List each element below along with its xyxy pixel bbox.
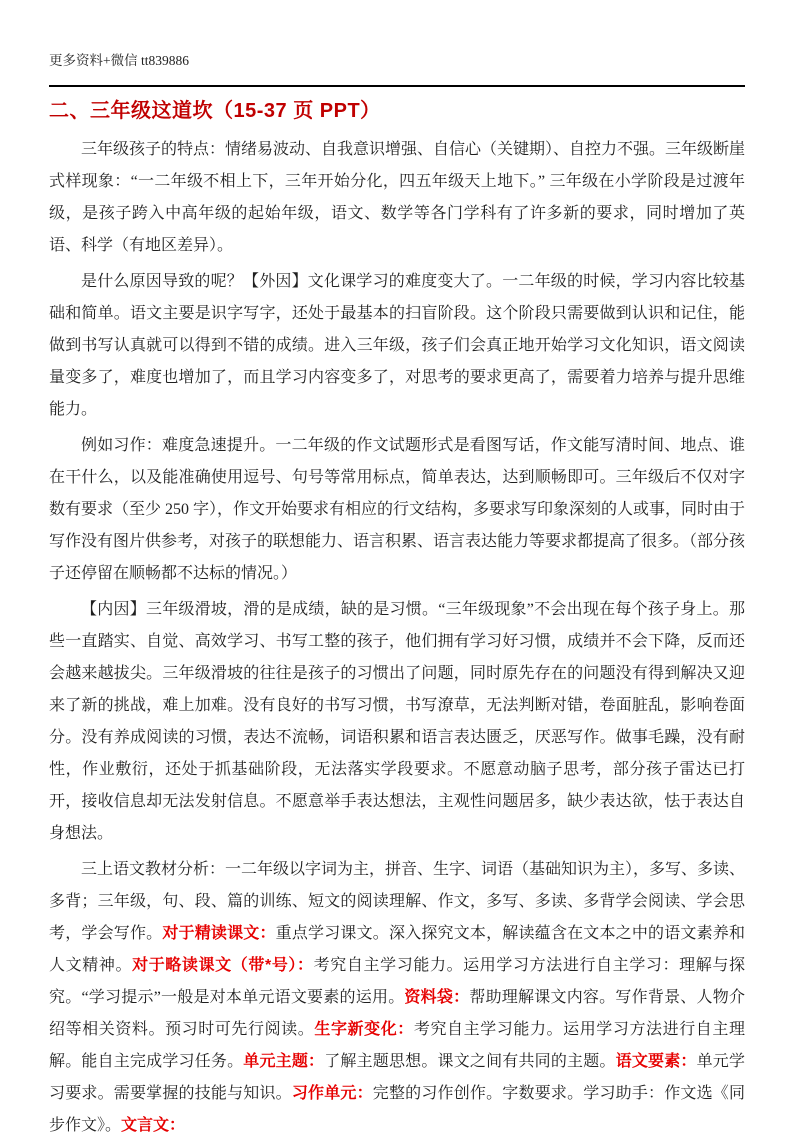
text-run: 【内因】三年级滑坡，滑的是成绩，缺的是习惯。“三年级现象”不会出现在每个孩子身上。那些一直踏实、自觉、高效学习、书写工整的孩子，他们拥有学习好习惯，成绩并不会下降，反而还会越来越拔尖。三年级滑坡的往往是孩子的习惯出了问题，同时原先存在的问题没有得到解决又迎来了新的挑战，难上加难。没有良好的书写习惯，书写潦草，无法判断对错，卷面脏乱，影响卷面分。没有养成阅读的习惯，表达不流畅，词语积累和语言表达匮乏，厌恶写作。做事毛躁，没有耐性，作业敷衍，还处于抓基础阶段，无法落实学段要求。不愿意动脑子思考，部分孩子雷达已打开，接收信息却无法发射信息。不愿意举手表达想法，主观性问题居多，缺少表达欲，怯于表达自身想法。	[49, 601, 745, 842]
highlighted-term: 单元主题：	[243, 1053, 325, 1070]
highlighted-term: 对于略读课文（带*号）：	[132, 957, 314, 974]
text-run: 单元学习要求。需要掌握的技能与知识。	[49, 1053, 745, 1102]
text-run: 考究自主学习能力。运用学习方法进行自主理解。能自主完成学习任务。	[49, 1021, 745, 1070]
text-run: 三上语文教材分析：一二年级以字词为主，拼音、生字、词语（基础知识为主），多写、多读、多背；三年级，句、段、篇的训练、短文的阅读理解、作文，多写、多读、多背学会阅读、学会思考，学会写作。	[49, 861, 746, 942]
document-body	[49, 134, 745, 1142]
text-run: 完整的习作创作。字数要求。学习助手：作文选《同步作文》。	[49, 1085, 745, 1134]
section-title: 二、三年级这道坎（15-37 页 PPT）	[49, 100, 381, 122]
text-run: 帮助理解课文内容。写作背景、人物介绍等相关资料。预习时可先行阅读。	[49, 989, 745, 1038]
header-divider	[49, 85, 745, 87]
highlighted-term: 习作单元：	[291, 1085, 373, 1102]
text-run: 是什么原因导致的呢？【外因】文化课学习的难度变大了。一二年级的时候，学习内容比较基础和简单。语文主要是识字写字，还处于最基本的扫盲阶段。这个阶段只需要做到认识和记住，能做到书写认真就可以得到不错的成绩。进入三年级，孩子们会真正地开始学习文化知识，语文阅读量变多了，难度也增加了，而且学习内容变多了，对思考的要求更高了，需要着力培养与提升思维能力。	[49, 273, 745, 418]
highlighted-term: 资料袋：	[404, 989, 470, 1006]
highlighted-term: 语文要素：	[615, 1053, 697, 1070]
header-watermark-note: 更多资料+微信 tt839886	[49, 53, 189, 68]
text-run: 了解主题思想。课文之间有共同的主题。	[324, 1053, 616, 1070]
paragraph	[49, 430, 745, 590]
text-run: 考究自主学习能力。运用学习方法进行自主学习：理解与探究。“学习提示”一般是对本单元语文要素的运用。	[49, 957, 745, 1006]
paragraph	[49, 854, 745, 1142]
text-run: 重点学习课文。深入探究文本，解读蕴含在文本之中的语文素养和人文精神。	[49, 925, 745, 974]
paragraph	[49, 134, 745, 262]
highlighted-term: 生字新变化：	[314, 1021, 414, 1038]
paragraph	[49, 594, 745, 850]
highlighted-term: 文言文：	[121, 1117, 186, 1134]
text-run: 例如习作：难度急速提升。一二年级的作文试题形式是看图写话，作文能写清时间、地点、谁在干什么，以及能准确使用逗号、句号等常用标点，简单表达，达到顺畅即可。三年级后不仅对字数有要求（至少 250 字），作文开始要求有相应的行文结构，多要求写印象深刻的人或事，同时由于写作没有图片供参考，对孩子的联想能力、语言积累、语言表达能力等要求都提高了很多。（部分孩子还停留在顺畅都不达标的情况。）	[49, 437, 746, 582]
paragraph	[49, 266, 745, 426]
highlighted-term: 对于精读课文：	[162, 925, 276, 942]
text-run: 三年级孩子的特点：情绪易波动、自我意识增强、自信心（关键期）、自控力不强。三年级断崖式样现象：“一二年级不相上下，三年开始分化，四五年级天上地下。” 三年级在小学阶段是过渡年级，是孩子跨入中高年级的起始年级，语文、数学等各门学科有了许多新的要求，同时增加了英语、科学（有地区差异）。	[49, 141, 746, 254]
